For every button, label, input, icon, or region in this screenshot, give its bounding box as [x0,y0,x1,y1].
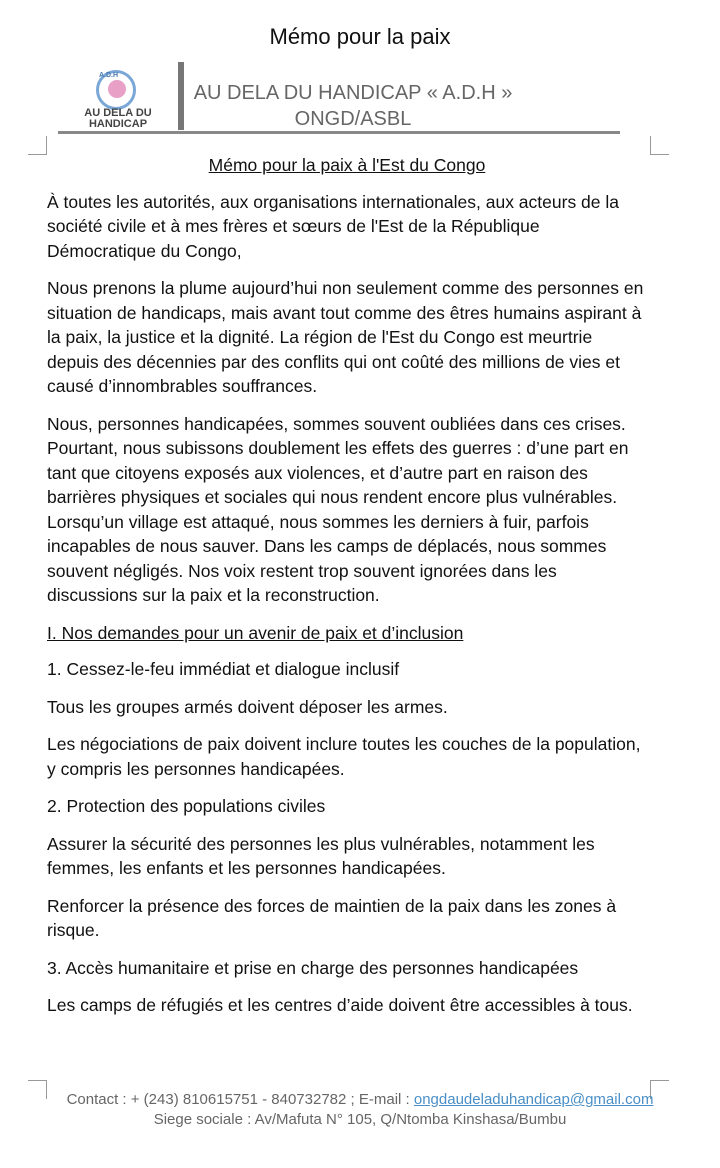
demand-heading: 3. Accès humanitaire et prise en charge des personnes handicapées [47,957,579,978]
section-heading: I. Nos demandes pour un avenir de paix et d’inclusion [47,622,464,643]
logo-text: AU DELA DU HANDICAP [84,107,152,130]
paragraph: Les négociations de paix doivent inclure toutes les couches de la population, y compris les personnes handicapées. [47,734,641,779]
header-rule [58,131,620,134]
margin-mark [650,136,669,155]
memo-body [47,153,647,1031]
footer [0,1090,720,1130]
document-title-bar: Mémo pour la paix [269,24,451,49]
letterhead [62,62,622,134]
paragraph: Nous prenons la plume aujourd’hui non seulement comme des personnes en situation de handicaps, mais avant tout comme des êtres humains aspirant à la paix, la justice et la dignité. La région de l'Est du Congo est meurtrie depuis des décennies par des conflits qui ont coûté des millions de vies et causé d’innombrables souffrances. [47,278,644,396]
paragraph: Renforcer la présence des forces de maintien de la paix dans les zones à risque. [47,895,617,940]
margin-mark [28,136,47,155]
email-link[interactable]: ongdaudeladuhandicap@gmail.com [413,1091,654,1108]
header-divider [178,62,184,130]
paragraph: Tous les groupes armés doivent déposer les armes. [47,696,448,717]
contact-text: Contact : + (243) 810615751 - 840732782 ; E-mail : [66,1091,414,1108]
logo-tag: A.D.H [99,72,119,79]
footer-address: Siege sociale : Av/Mafuta N° 105, Q/Ntomba Kinshasa/Bumbu [153,1111,567,1128]
demand-heading: 2. Protection des populations civiles [47,796,326,816]
demand-heading: 1. Cessez-le-feu immédiat et dialogue inclusif [47,659,400,679]
paragraph: Les camps de réfugiés et les centres d’aide doivent être accessibles à tous. [47,995,633,1015]
organization-name-line-2: ONGD/ASBL [294,108,412,130]
paragraph: Assurer la sécurité des personnes les plus vulnérables, notamment les femmes, les enfants et les personnes handicapées. [47,833,595,878]
memo-title: Mémo pour la paix à l'Est du Congo [208,155,486,175]
organization-logo [68,68,168,132]
paragraph: À toutes les autorités, aux organisations internationales, aux acteurs de la société civile et à mes frères et sœurs de l'Est de la République Démocratique du Congo, [47,191,620,261]
organization-name [188,80,518,132]
organization-name-line-1: AU DELA DU HANDICAP « A.D.H » [193,82,513,104]
footer-contact [0,1090,720,1110]
paragraph: Nous, personnes handicapées, sommes souvent oubliées dans ces crises. Pourtant, nous subissons doublement les effets des guerres : d’une part en tant que citoyens exposés aux violences, et d’autre part en raison des barrières physiques et sociales qui nous rendent encore plus vulnérables. Lorsqu’un village est attaqué, nous sommes les derniers à fuir, parfois incapables de nous sauver. Dans les camps de déplacés, nous sommes souvent négligés. Nos voix restent trop souvent ignorées dans les discussions sur la paix et la reconstruction. [47,413,629,605]
